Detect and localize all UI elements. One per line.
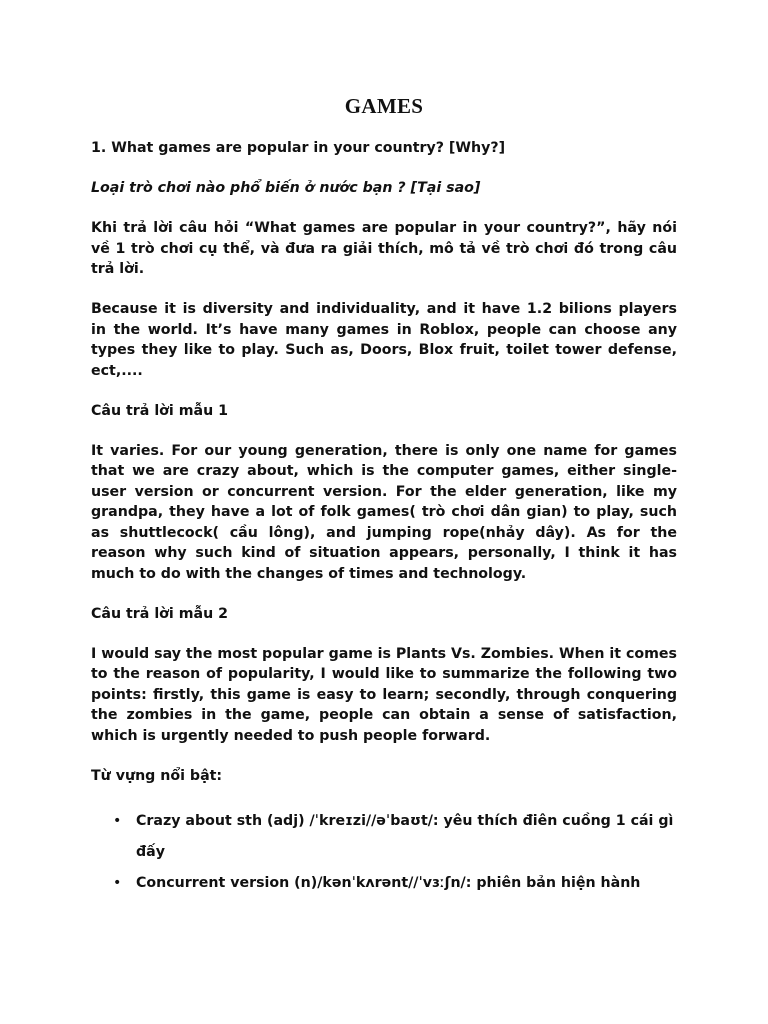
vocabulary-list — [91, 806, 677, 899]
vocabulary-item-text: Crazy about sth (adj) /ˈkreɪzi//əˈbaʊt/: yêu thích điên cuồng 1 cái gì đấy — [136, 812, 674, 860]
sample-answer-1-heading: Câu trả lời mẫu 1 — [91, 402, 228, 419]
vocabulary-item — [91, 806, 677, 868]
own-answer-paragraph: Because it is diversity and individuality, and it have 1.2 bilions players in the world. It’s have many games in Roblox, people can choose any types they like to play. Such as, Doors, Blox fruit, toilet tower defense, ect,.... — [91, 301, 677, 379]
sample-answer-2-paragraph: I would say the most popular game is Plants Vs. Zombies. When it comes to the reason of popularity, I would like to summarize the following two points: firstly, this game is easy to learn; secondly, through conquering the zombies in the game, people can obtain a sense of satisfaction, which is urgently needed to push people forward. — [91, 645, 677, 744]
vocabulary-item — [91, 868, 677, 899]
sample-answer-2-heading: Câu trả lời mẫu 2 — [91, 605, 228, 622]
vocabulary-list-wrapper — [91, 806, 677, 899]
sample-answer-1-paragraph: It varies. For our young generation, there is only one name for games that we are crazy about, which is the computer games, either single-user version or concurrent version. For the elder generation, like my grandpa, they have a lot of folk games( trò chơi dân gian) to play, such as shuttlecock( cầu lông), and jumping rope(nhảy dây). As for the reason why such kind of situation appears, personally, I think it has much to do with the changes of times and technology. — [91, 442, 677, 582]
vocabulary-item-text: Concurrent version (n)/kənˈkʌrənt//ˈvɜːʃn/: phiên bản hiện hành — [136, 874, 641, 891]
bullet-icon: • — [113, 874, 122, 891]
question-heading: 1. What games are popular in your country? [Why?] — [91, 140, 506, 156]
bullet-icon: • — [113, 812, 122, 829]
document-body — [91, 138, 677, 899]
question-translation: Loại trò chơi nào phổ biến ở nước bạn ? [Tại sao] — [91, 180, 481, 196]
instruction-paragraph: Khi trả lời câu hỏi “What games are popular in your country?”, hãy nói về 1 trò chơi cụ thể, và đưa ra giải thích, mô tả về trò chơi đó trong câu trả lời. — [91, 220, 677, 277]
document-title: GAMES — [344, 94, 424, 118]
vocabulary-heading: Từ vựng nổi bật: — [91, 767, 223, 784]
